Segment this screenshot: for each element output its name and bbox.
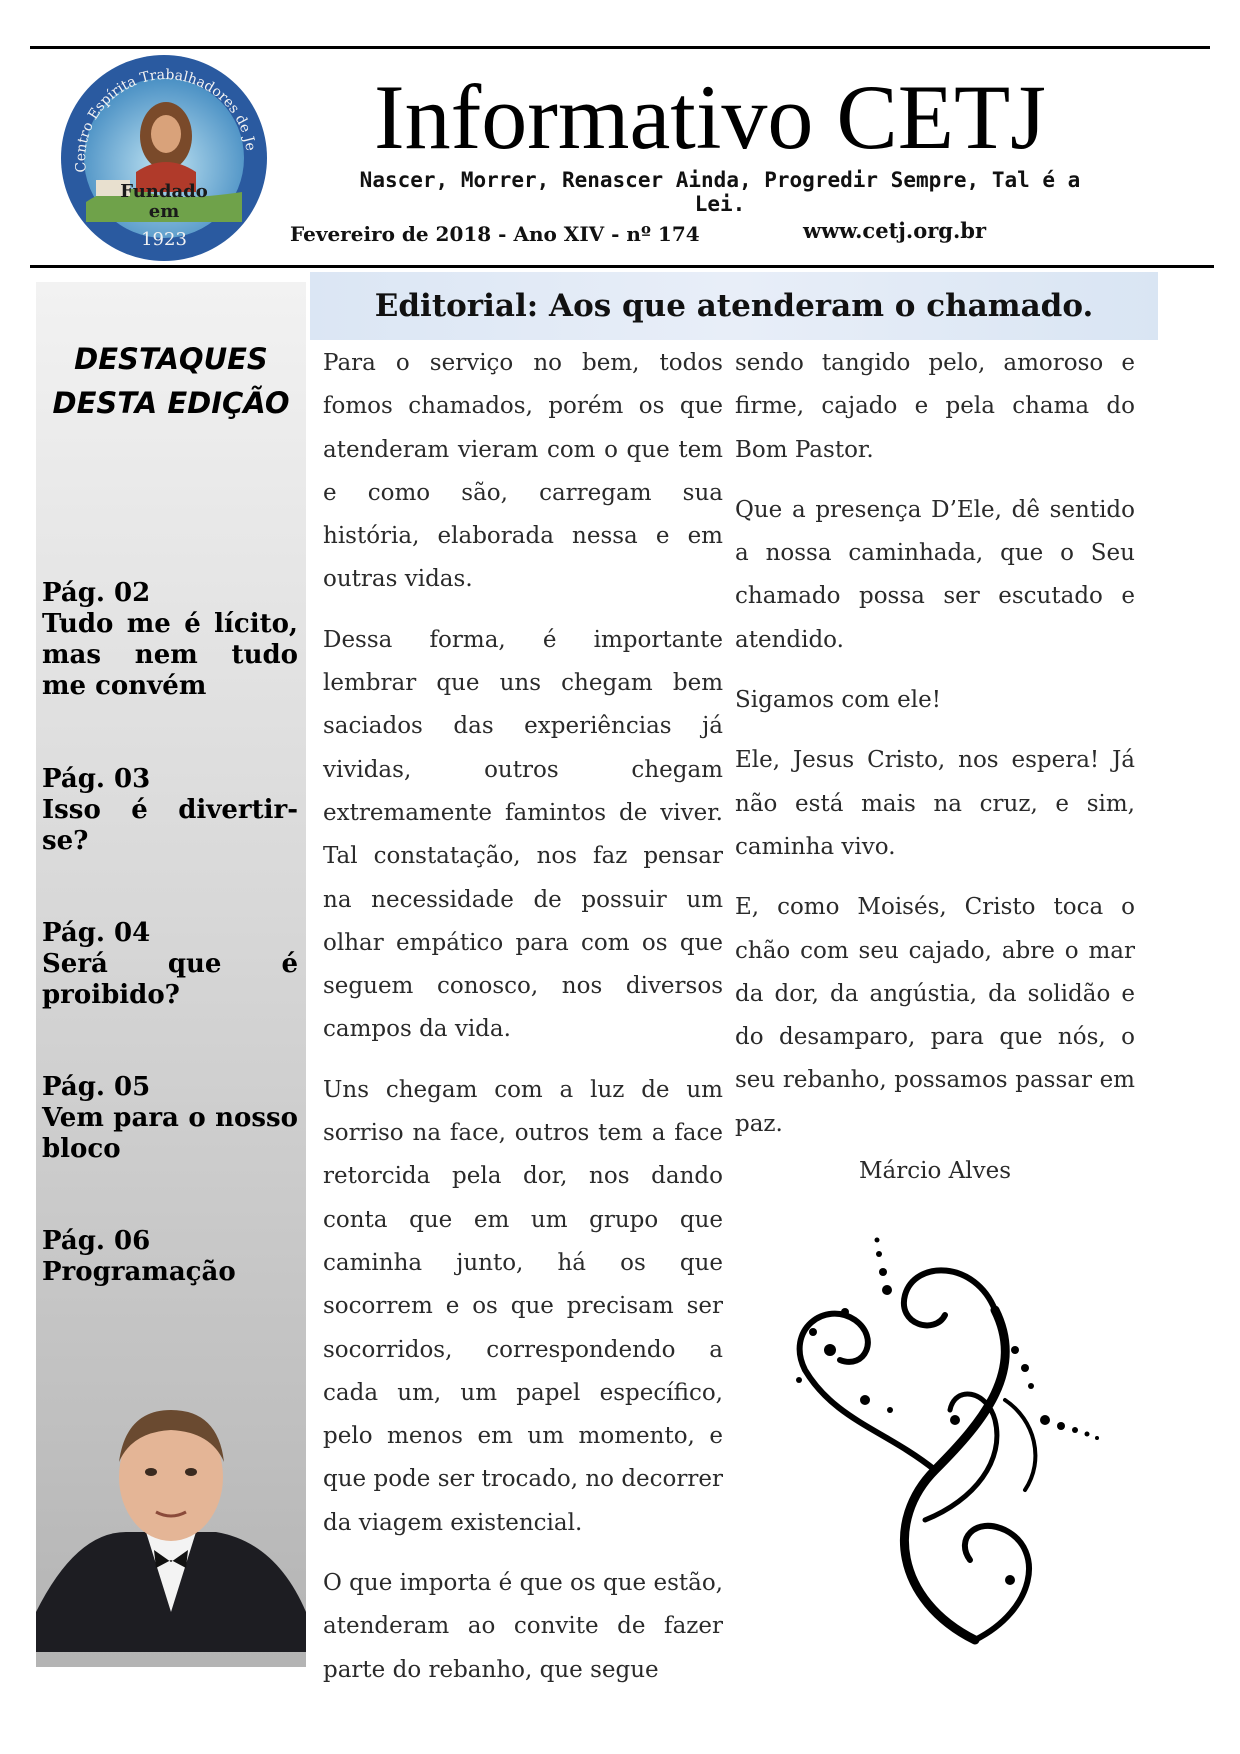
toc-title: Vem para o nosso bloco bbox=[42, 1103, 298, 1164]
toc-page-number: Pág. 02 bbox=[42, 578, 151, 608]
toc-item-page-05[interactable] bbox=[42, 1072, 298, 1165]
toc-item-page-04[interactable] bbox=[42, 918, 298, 1011]
editorial-paragraph: O que importa é que os que estão, atenderam ao convite de fazer parte do rebanho, que segue bbox=[323, 1570, 723, 1683]
editorial-paragraph: sendo tangido pelo, amoroso e firme, cajado e pela chama do Bom Pastor. bbox=[735, 350, 1135, 463]
toc-title: Será que é proibido? bbox=[42, 949, 298, 1010]
editorial-paragraph: Que a presença D’Ele, dê sentido a nossa caminhada, que o Seu chamado possa ser escutado e atendido. bbox=[735, 496, 1135, 653]
swirl-ornament-icon bbox=[775, 1220, 1105, 1650]
cetj-seal-icon bbox=[56, 52, 272, 264]
highlights-sidebar bbox=[36, 282, 306, 1667]
editorial-paragraph: Ele, Jesus Cristo, nos espera! Já não está mais na cruz, e sim, caminha vivo. bbox=[735, 747, 1135, 860]
editorial-author: Márcio Alves bbox=[858, 1158, 1012, 1184]
sidebar-heading-line2: DESTA EDIÇÃO bbox=[52, 386, 290, 420]
newsletter-motto: Nascer, Morrer, Renascer Ainda, Progredir Sempre, Tal é a Lei. bbox=[359, 168, 1081, 216]
editorial-paragraph: Dessa forma, é importante lembrar que uns chegam bem saciados das experiências já vividas, outros chegam extremamente famintos de viver. Tal constatação, nos faz pensar na necessidade de possuir um olhar empático para com os que seguem conosco, nos diversos campos da vida. bbox=[323, 626, 723, 1043]
issue-info: Fevereiro de 2018 - Ano XIV - nº 174 bbox=[290, 222, 700, 246]
newsletter-title: Informativo CETJ bbox=[374, 66, 1046, 168]
editorial-title: Editorial: Aos que atenderam o chamado. bbox=[374, 288, 1094, 324]
editorial-paragraph: E, como Moisés, Cristo toca o chão com seu cajado, abre o mar da dor, da angústia, da solidão e do desamparo, para que nós, o seu rebanho, possamos passar em paz. bbox=[735, 894, 1135, 1137]
header-rule bbox=[30, 265, 1214, 268]
editorial-banner bbox=[310, 272, 1158, 340]
toc-title: Programação bbox=[42, 1257, 236, 1287]
logo-ring-text: Centro Espírita Trabalhadores de Je bbox=[72, 66, 259, 174]
editorial-paragraph: Uns chegam com a luz de um sorriso na face, outros tem a face retorcida pela dor, nos dando conta que em um grupo que caminha junto, há os que socorrem e os que precisam ser socorridos, correspondendo a cada um, um papel específico, pelo menos em um momento, e que pode ser trocado, no decorrer da viagem existencial. bbox=[323, 1076, 723, 1536]
top-rule bbox=[30, 46, 1210, 49]
toc-page-number: Pág. 05 bbox=[42, 1072, 151, 1102]
allan-kardec-portrait-icon bbox=[36, 1382, 306, 1652]
editorial-paragraph: Sigamos com ele! bbox=[735, 687, 941, 714]
toc-page-number: Pág. 04 bbox=[42, 918, 151, 948]
website-link[interactable]: www.cetj.org.br bbox=[803, 218, 987, 243]
toc-title: Tudo me é lícito, mas nem tudo me convém bbox=[42, 609, 298, 701]
editorial-paragraph: Para o serviço no bem, todos fomos chamados, porém os que atenderam vieram com o que tem e como são, carregam sua história, elaborada nessa e em outras vidas. bbox=[323, 350, 723, 593]
toc-item-page-06[interactable] bbox=[42, 1226, 298, 1288]
editorial-column-right bbox=[735, 342, 1135, 1163]
toc-page-number: Pág. 03 bbox=[42, 764, 151, 794]
editorial-column-left bbox=[323, 342, 723, 1709]
toc-title: Isso é divertir-se? bbox=[42, 795, 298, 856]
toc-item-page-02[interactable] bbox=[42, 578, 298, 702]
logo-em: em bbox=[148, 201, 180, 222]
toc-item-page-03[interactable] bbox=[42, 764, 298, 857]
sidebar-heading-line1: DESTAQUES bbox=[74, 342, 268, 376]
sidebar-heading bbox=[36, 337, 306, 425]
logo-year: 1923 bbox=[141, 229, 187, 250]
toc-page-number: Pág. 06 bbox=[42, 1226, 151, 1256]
logo-founded: Fundado bbox=[120, 181, 208, 202]
